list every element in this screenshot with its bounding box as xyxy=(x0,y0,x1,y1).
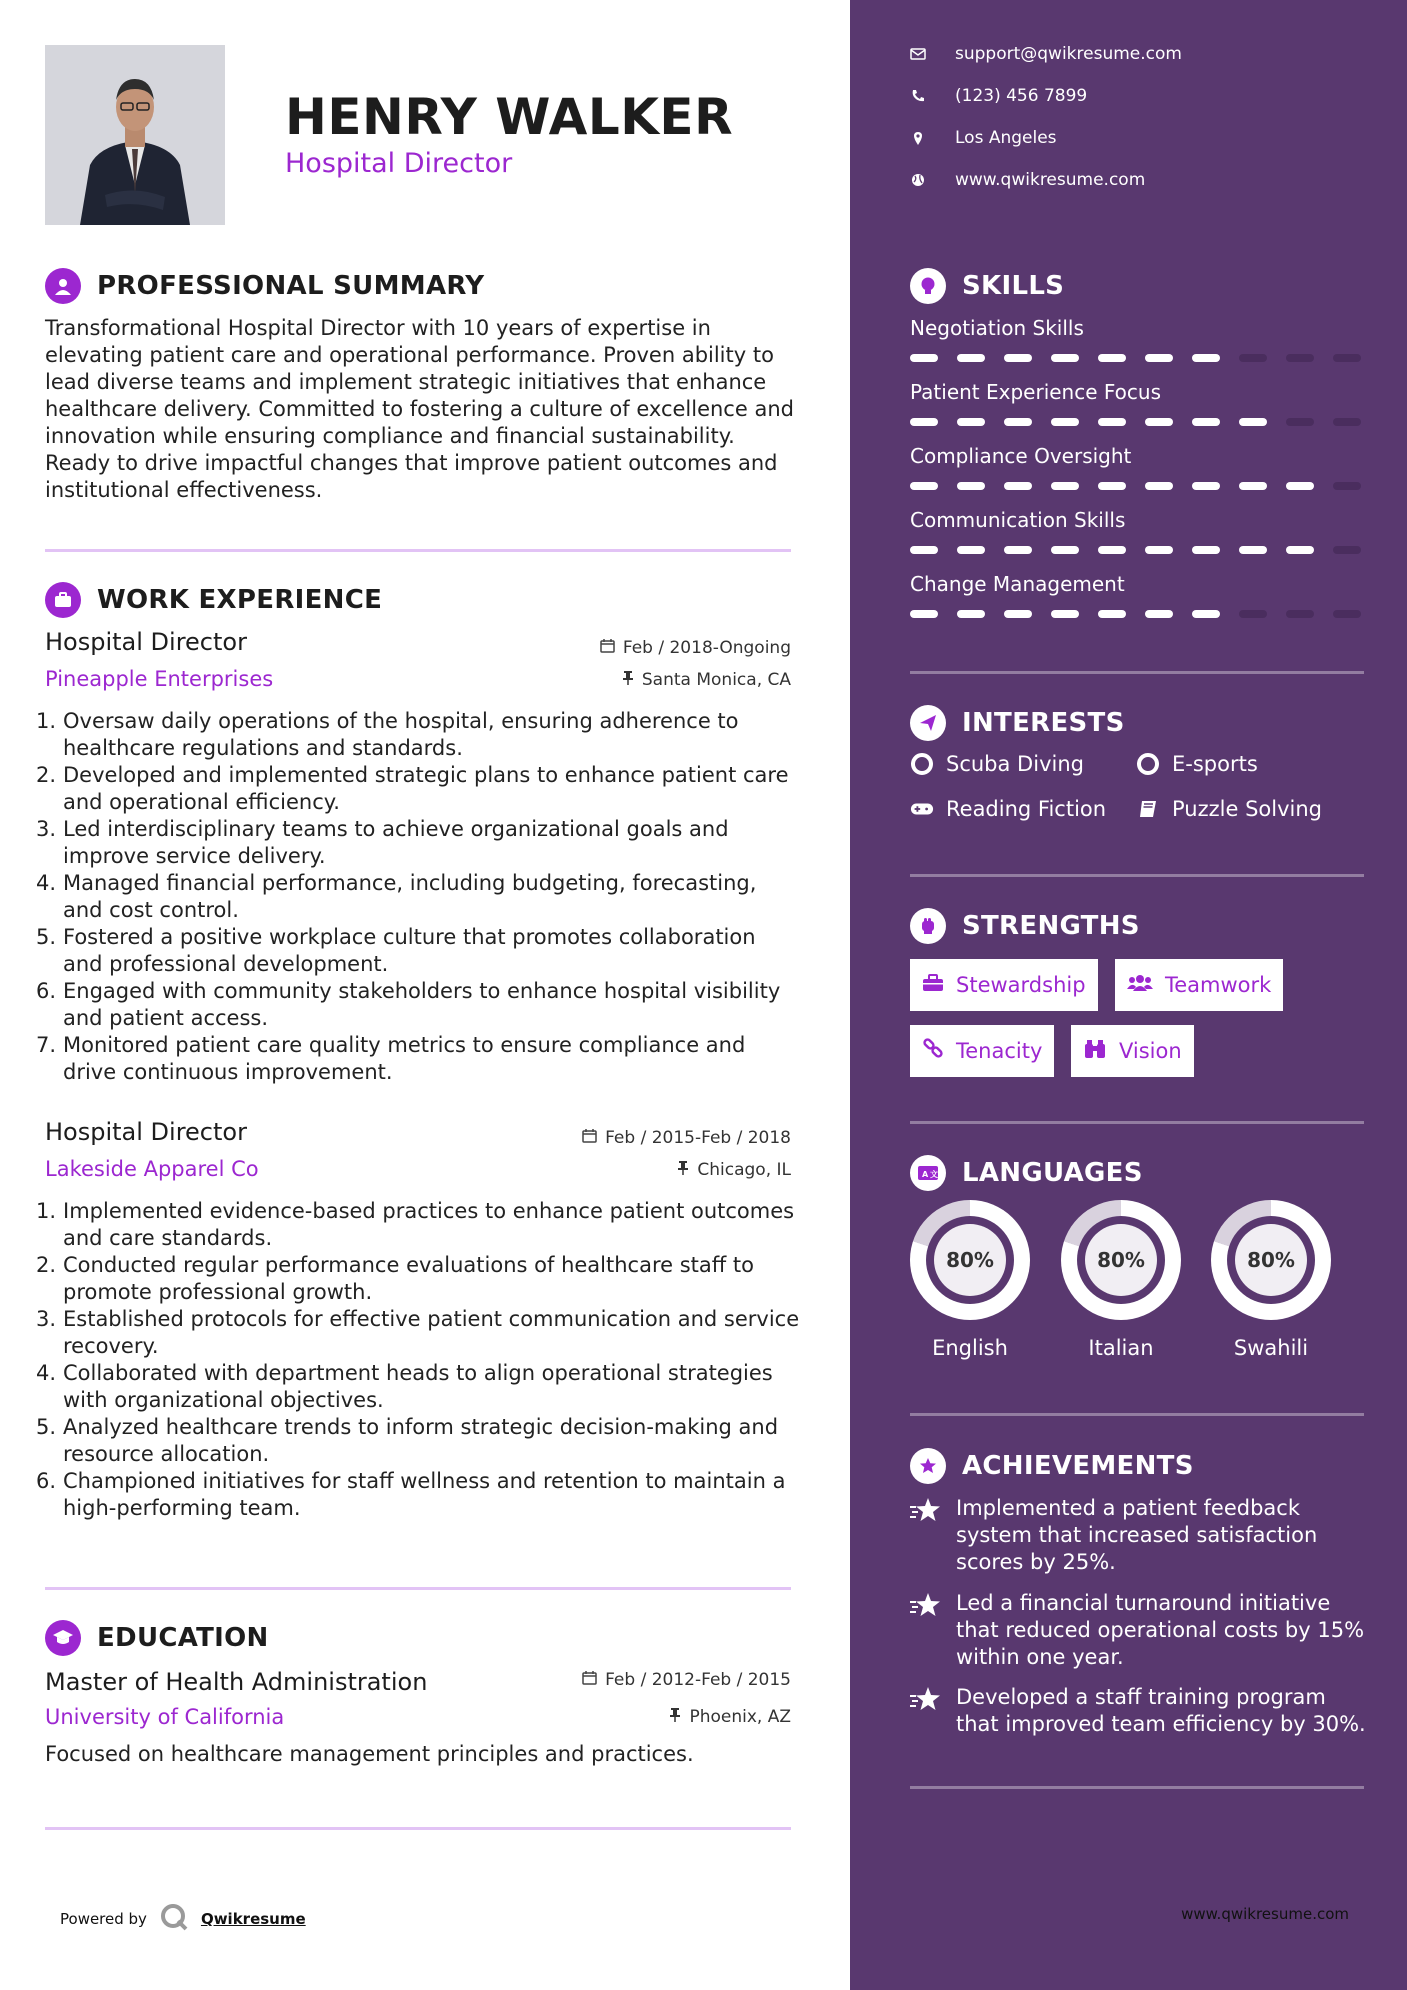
lifebuoy-icon xyxy=(910,753,934,775)
skills-title: SKILLS xyxy=(962,271,1065,301)
job-dates xyxy=(582,1128,791,1148)
skill-level-bar xyxy=(910,610,1361,618)
strength-label: Stewardship xyxy=(956,973,1086,997)
skill-segment xyxy=(1004,354,1032,362)
skill-segment xyxy=(1145,418,1173,426)
binoculars-icon xyxy=(1083,1038,1107,1065)
divider xyxy=(45,1587,791,1590)
job-title: Hospital Director xyxy=(45,1118,247,1146)
job-dates-text: Feb / 2018-Ongoing xyxy=(622,638,791,658)
strength-tag xyxy=(1115,959,1283,1011)
qwikresume-link[interactable]: Qwikresume xyxy=(200,1910,306,1928)
divider xyxy=(910,1786,1364,1789)
strength-tag xyxy=(910,959,1098,1011)
achievement-item xyxy=(910,1495,1370,1576)
skill-segment xyxy=(1098,610,1126,618)
language-ring xyxy=(910,1200,1030,1320)
skill-segment xyxy=(910,610,938,618)
skill-segment xyxy=(1286,546,1314,554)
achievement-text: Implemented a patient feedback system that increased satisfaction scores by 25%. xyxy=(956,1496,1318,1574)
interest-label: Reading Fiction xyxy=(946,797,1107,821)
job-location xyxy=(677,1160,791,1180)
strength-label: Tenacity xyxy=(956,1039,1043,1063)
skill-level-bar xyxy=(910,482,1361,490)
lightbulb-icon xyxy=(910,268,946,304)
language-percent: 80% xyxy=(934,1224,1006,1296)
skill-segment xyxy=(1098,546,1126,554)
divider xyxy=(910,671,1364,674)
interests-title: INTERESTS xyxy=(962,708,1125,738)
list-item: 1. Oversaw daily operations of the hospital, ensuring adherence to healthcare regulations and standards. xyxy=(36,709,739,760)
summary-title: PROFESSIONAL SUMMARY xyxy=(97,271,485,301)
list-item: 6. Engaged with community stakeholders to enhance hospital visibility and patient access. xyxy=(36,979,781,1030)
skill-segment xyxy=(910,482,938,490)
skill-segment xyxy=(1145,610,1173,618)
calendar-icon xyxy=(600,638,615,658)
job-location xyxy=(622,670,791,690)
summary-text: Transformational Hospital Director with 10 years of expertise in elevating patient care and operational performance. Proven ability to lead diverse teams and implement strategic initiatives that enhance healthcare delivery. Committed to fostering a culture of excellence and innovation while ensuring compliance and financial sustainability. Ready to drive impactful changes that improve patient outcomes and institutional effectiveness. xyxy=(45,316,794,502)
strength-label: Vision xyxy=(1119,1039,1182,1063)
skill-segment xyxy=(1333,354,1361,362)
skill-segment xyxy=(1239,418,1267,426)
skill-segment xyxy=(1239,482,1267,490)
work-title: WORK EXPERIENCE xyxy=(97,585,383,615)
achievement-item xyxy=(910,1684,1370,1738)
achievement-item xyxy=(910,1590,1370,1671)
achievements-heading xyxy=(910,1448,1194,1484)
skill-segment xyxy=(1192,610,1220,618)
divider xyxy=(910,1413,1364,1416)
education-dates-text: Feb / 2012-Feb / 2015 xyxy=(605,1670,791,1690)
job-title: Hospital Director xyxy=(45,628,247,656)
footer-website[interactable]: www.qwikresume.com xyxy=(1181,1905,1349,1923)
skill-segment xyxy=(1145,354,1173,362)
language-name: Swahili xyxy=(1233,1336,1309,1360)
job-bullets xyxy=(36,1198,801,1522)
candidate-role: Hospital Director xyxy=(285,148,513,179)
strength-tag xyxy=(910,1025,1054,1077)
user-icon xyxy=(45,268,81,304)
skill-segment xyxy=(1145,546,1173,554)
language-item xyxy=(1061,1200,1181,1360)
interest-label: Puzzle Solving xyxy=(1172,797,1322,821)
skill-segment xyxy=(1192,482,1220,490)
skill-segment xyxy=(957,610,985,618)
pin-icon xyxy=(677,1160,689,1180)
graduation-cap-icon xyxy=(45,1620,81,1656)
skill-segment xyxy=(1239,610,1267,618)
language-name: Italian xyxy=(1088,1336,1154,1360)
skill-level-bar xyxy=(910,354,1361,362)
skill-segment xyxy=(1051,610,1079,618)
list-item: 5. Fostered a positive workplace culture that promotes collaboration and professional development. xyxy=(36,925,756,976)
contact-location xyxy=(910,128,1057,148)
skill-segment xyxy=(1098,482,1126,490)
skill-segment xyxy=(957,546,985,554)
list-item: 7. Monitored patient care quality metrics to ensure compliance and drive continuous improvement. xyxy=(36,1033,746,1084)
divider xyxy=(910,874,1364,877)
star-badge-icon xyxy=(910,1448,946,1484)
education-location-text: Phoenix, AZ xyxy=(689,1707,791,1727)
job-location-text: Chicago, IL xyxy=(697,1160,791,1180)
language-percent: 80% xyxy=(1235,1224,1307,1296)
company-name: Lakeside Apparel Co xyxy=(45,1157,259,1181)
skill-name: Change Management xyxy=(910,572,1125,596)
skill-segment xyxy=(1004,546,1032,554)
list-item: 1. Implemented evidence-based practices to enhance patient outcomes and care standards. xyxy=(36,1199,795,1250)
star-icon xyxy=(910,1495,944,1576)
profile-photo xyxy=(45,45,225,225)
skill-segment xyxy=(1239,546,1267,554)
work-heading xyxy=(45,582,382,618)
fist-icon xyxy=(910,908,946,944)
strength-label: Teamwork xyxy=(1165,973,1272,997)
phone-icon xyxy=(910,89,926,103)
list-item: 3. Led interdisciplinary teams to achieve organizational goals and improve service delivery. xyxy=(36,817,729,868)
skill-segment xyxy=(1333,418,1361,426)
skill-segment xyxy=(1333,482,1361,490)
contact-location-text: Los Angeles xyxy=(955,128,1057,148)
skill-name: Negotiation Skills xyxy=(910,316,1084,340)
list-item: 5. Analyzed healthcare trends to inform strategic decision-making and resource allocation. xyxy=(36,1415,779,1466)
interest-item xyxy=(910,797,1106,821)
lifebuoy-icon xyxy=(1136,753,1160,775)
skill-segment xyxy=(957,418,985,426)
skill-segment xyxy=(1004,418,1032,426)
contact-email[interactable] xyxy=(910,44,1182,64)
skill-segment xyxy=(1051,546,1079,554)
users-icon xyxy=(1127,973,1153,997)
divider xyxy=(45,549,791,552)
powered-by-label: Powered by xyxy=(60,1910,147,1928)
job-dates-text: Feb / 2015-Feb / 2018 xyxy=(605,1128,791,1148)
skill-segment xyxy=(910,546,938,554)
divider xyxy=(45,1827,791,1830)
divider xyxy=(910,1121,1364,1124)
language-item xyxy=(1211,1200,1331,1360)
language-percent: 80% xyxy=(1085,1224,1157,1296)
list-item: 2. Conducted regular performance evaluations of healthcare staff to promote professional growth. xyxy=(36,1253,754,1304)
skills-heading xyxy=(910,268,1064,304)
interest-label: E-sports xyxy=(1172,752,1258,776)
job-dates xyxy=(600,638,791,658)
skill-segment xyxy=(1192,418,1220,426)
calendar-icon xyxy=(582,1128,597,1148)
skill-segment xyxy=(1192,354,1220,362)
contact-website[interactable] xyxy=(910,170,1145,190)
interest-item xyxy=(910,752,1084,776)
achievements-title: ACHIEVEMENTS xyxy=(962,1451,1194,1481)
book-icon xyxy=(1136,799,1160,819)
contact-phone-text: (123) 456 7899 xyxy=(955,86,1088,106)
job-bullets xyxy=(36,708,801,1086)
skill-segment xyxy=(957,354,985,362)
list-item: 3. Established protocols for effective patient communication and service recovery. xyxy=(36,1307,800,1358)
skill-segment xyxy=(1286,418,1314,426)
calendar-icon xyxy=(582,1670,597,1690)
language-name: English xyxy=(932,1336,1008,1360)
powered-by xyxy=(60,1902,306,1936)
strengths-heading xyxy=(910,908,1140,944)
language-item xyxy=(910,1200,1030,1360)
interest-label: Scuba Diving xyxy=(946,752,1084,776)
job-location-text: Santa Monica, CA xyxy=(641,670,791,690)
skill-level-bar xyxy=(910,546,1361,554)
skill-segment xyxy=(1286,610,1314,618)
languages-title: LANGUAGES xyxy=(962,1158,1143,1188)
language-icon xyxy=(910,1155,946,1191)
pin-icon xyxy=(622,670,634,690)
skill-segment xyxy=(1098,354,1126,362)
strength-tag xyxy=(1071,1025,1194,1077)
education-title: EDUCATION xyxy=(97,1623,269,1653)
skill-name: Compliance Oversight xyxy=(910,444,1132,468)
skill-segment xyxy=(1004,482,1032,490)
interest-item xyxy=(1136,752,1258,776)
briefcase-icon xyxy=(922,973,944,997)
skill-segment xyxy=(1004,610,1032,618)
strengths-title: STRENGTHS xyxy=(962,911,1140,941)
paper-plane-icon xyxy=(910,705,946,741)
education-description: Focused on healthcare management principles and practices. xyxy=(45,1742,694,1766)
skill-segment xyxy=(957,482,985,490)
skill-segment xyxy=(1239,354,1267,362)
company-name: Pineapple Enterprises xyxy=(45,667,274,691)
languages-heading xyxy=(910,1155,1143,1191)
skill-level-bar xyxy=(910,418,1361,426)
skill-segment xyxy=(1286,354,1314,362)
language-ring xyxy=(1061,1200,1181,1320)
skill-segment xyxy=(1192,546,1220,554)
list-item: 4. Managed financial performance, including budgeting, forecasting, and cost control. xyxy=(36,871,757,922)
gamepad-icon xyxy=(910,801,934,817)
summary-heading xyxy=(45,268,484,304)
interests-heading xyxy=(910,705,1125,741)
skill-segment xyxy=(1098,418,1126,426)
skill-segment xyxy=(1333,546,1361,554)
skill-segment xyxy=(1051,354,1079,362)
degree-title: Master of Health Administration xyxy=(45,1668,428,1696)
briefcase-icon xyxy=(45,582,81,618)
interest-item xyxy=(1136,797,1322,821)
achievement-text: Led a financial turnaround initiative that reduced operational costs by 15% within one year. xyxy=(956,1591,1365,1669)
language-ring xyxy=(1211,1200,1331,1320)
skill-segment xyxy=(1286,482,1314,490)
star-icon xyxy=(910,1684,944,1738)
envelope-icon xyxy=(910,48,926,60)
education-dates xyxy=(582,1670,791,1690)
education-location xyxy=(669,1707,791,1727)
candidate-name: HENRY WALKER xyxy=(285,88,734,146)
skill-segment xyxy=(1145,482,1173,490)
svg-text:文: 文 xyxy=(930,1170,938,1179)
list-item: 6. Championed initiatives for staff wellness and retention to maintain a high-performing team. xyxy=(36,1469,786,1520)
contact-email-text: support@qwikresume.com xyxy=(955,44,1182,64)
list-item: 4. Collaborated with department heads to align operational strategies with organizational objectives. xyxy=(36,1361,773,1412)
skill-segment xyxy=(910,418,938,426)
globe-icon xyxy=(910,173,926,187)
skill-name: Communication Skills xyxy=(910,508,1126,532)
education-heading xyxy=(45,1620,269,1656)
skill-segment xyxy=(910,354,938,362)
school-name: University of California xyxy=(45,1705,285,1729)
skill-segment xyxy=(1051,418,1079,426)
skill-name: Patient Experience Focus xyxy=(910,380,1162,404)
star-icon xyxy=(910,1590,944,1671)
skill-segment xyxy=(1051,482,1079,490)
link-icon xyxy=(922,1038,944,1065)
map-pin-icon xyxy=(910,131,926,146)
contact-phone[interactable] xyxy=(910,86,1087,106)
achievement-text: Developed a staff training program that improved team efficiency by 30%. xyxy=(956,1685,1366,1736)
contact-website-text: www.qwikresume.com xyxy=(955,170,1146,190)
skill-segment xyxy=(1333,610,1361,618)
pin-icon xyxy=(669,1707,681,1727)
qwikresume-logo-icon xyxy=(159,1902,189,1936)
list-item: 2. Developed and implemented strategic plans to enhance patient care and operational efficiency. xyxy=(36,763,789,814)
svg-text:A: A xyxy=(922,1170,929,1179)
